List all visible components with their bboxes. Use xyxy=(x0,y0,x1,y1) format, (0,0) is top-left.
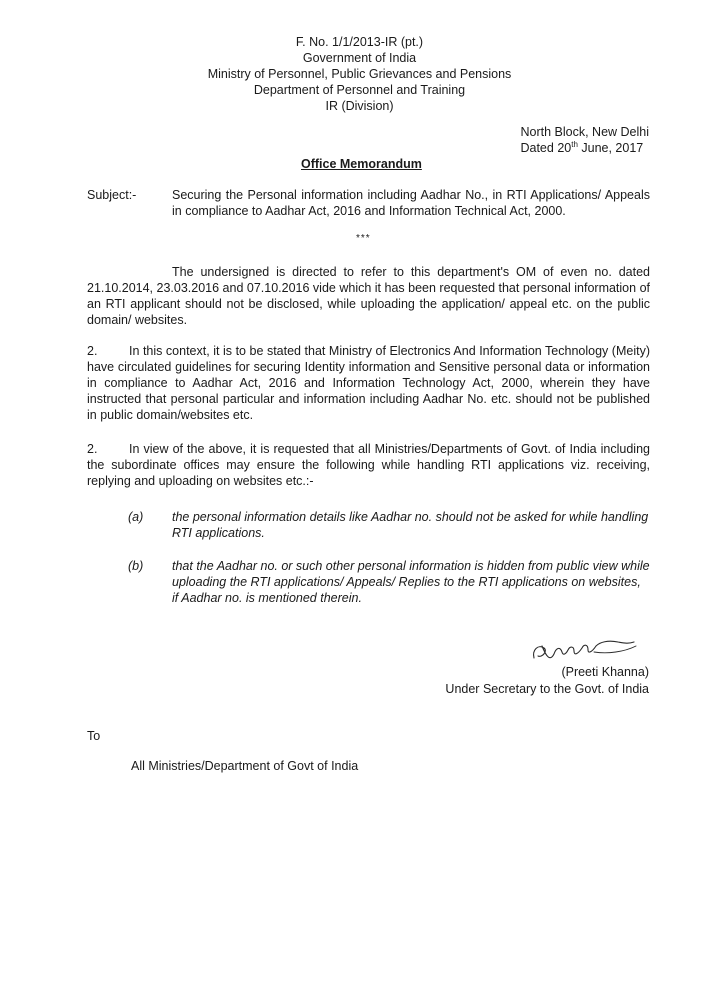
department-name: Department of Personnel and Training xyxy=(253,83,466,97)
paragraph-3 xyxy=(87,441,650,489)
paragraph-2 xyxy=(87,343,650,423)
date xyxy=(520,140,649,156)
location: North Block, New Delhi xyxy=(520,125,649,139)
paragraph-number: 2. xyxy=(87,442,98,456)
division-name: IR (Division) xyxy=(325,99,394,113)
handwritten-signature xyxy=(528,632,648,666)
list-item-text: the personal information details like Aadhar no. should not be asked for while handling RTI applications. xyxy=(172,510,649,540)
paragraph-text: In view of the above, it is requested that all Ministries/Departments of Govt. of India including the subordinate offices may ensure the following while handling RTI applications viz. receiving, replying and uploading on websites etc.:- xyxy=(87,442,650,488)
paragraph-number: 2. xyxy=(87,344,98,358)
date-suffix: June, 2017 xyxy=(577,141,644,155)
file-number: F. No. 1/1/2013-IR (pt.) xyxy=(295,35,424,49)
paragraph-1: The undersigned is directed to refer to this department's OM of even no. dated 21.10.2014, 23.03.2016 and 07.10.2016 vide which it has been requested that personal information of an RTI applicant should not be disclosed, while uploading the application/ appeal etc. on the public domain/ websites. xyxy=(87,265,650,327)
subject-text: Securing the Personal information including Aadhar No., in RTI Applications/ Appeals in compliance to Aadhar Act, 2016 and Information Technical Act, 2000. xyxy=(172,188,650,218)
list-item-label: (b) xyxy=(128,559,144,573)
place-and-date xyxy=(520,124,649,156)
list-item-text: that the Aadhar no. or such other personal information is hidden from public view while uploading the RTI applications/ Appeals/ Replies to the RTI applications on websites, if Aadhar no. is mentioned therein. xyxy=(172,559,650,605)
letterhead xyxy=(0,34,719,114)
document-title: Office Memorandum xyxy=(301,157,422,171)
ministry-name: Ministry of Personnel, Public Grievances and Pensions xyxy=(207,67,512,81)
government-name: Government of India xyxy=(302,51,417,65)
to-label: To xyxy=(87,729,101,743)
date-prefix: Dated 20 xyxy=(520,141,572,155)
list-item-label: (a) xyxy=(128,510,144,524)
subject-label: Subject:- xyxy=(87,188,137,202)
signatory-name: (Preeti Khanna) xyxy=(561,665,649,679)
date-ordinal: th xyxy=(571,139,578,149)
recipient: All Ministries/Department of Govt of India xyxy=(131,759,359,773)
paragraph-text: In this context, it is to be stated that Ministry of Electronics And Information Technology (Meity) have circulated guidelines for securing Identity information and Sensitive personal data or information in compliance to Aadhar Act, 2016 and Information Technology Act, 2000, wherein they have instructed that personal particular and information including Aadhar No. etc. should not be published in public domain/websites etc. xyxy=(87,344,650,422)
signatory-designation: Under Secretary to the Govt. of India xyxy=(445,682,649,696)
separator: *** xyxy=(356,233,371,244)
